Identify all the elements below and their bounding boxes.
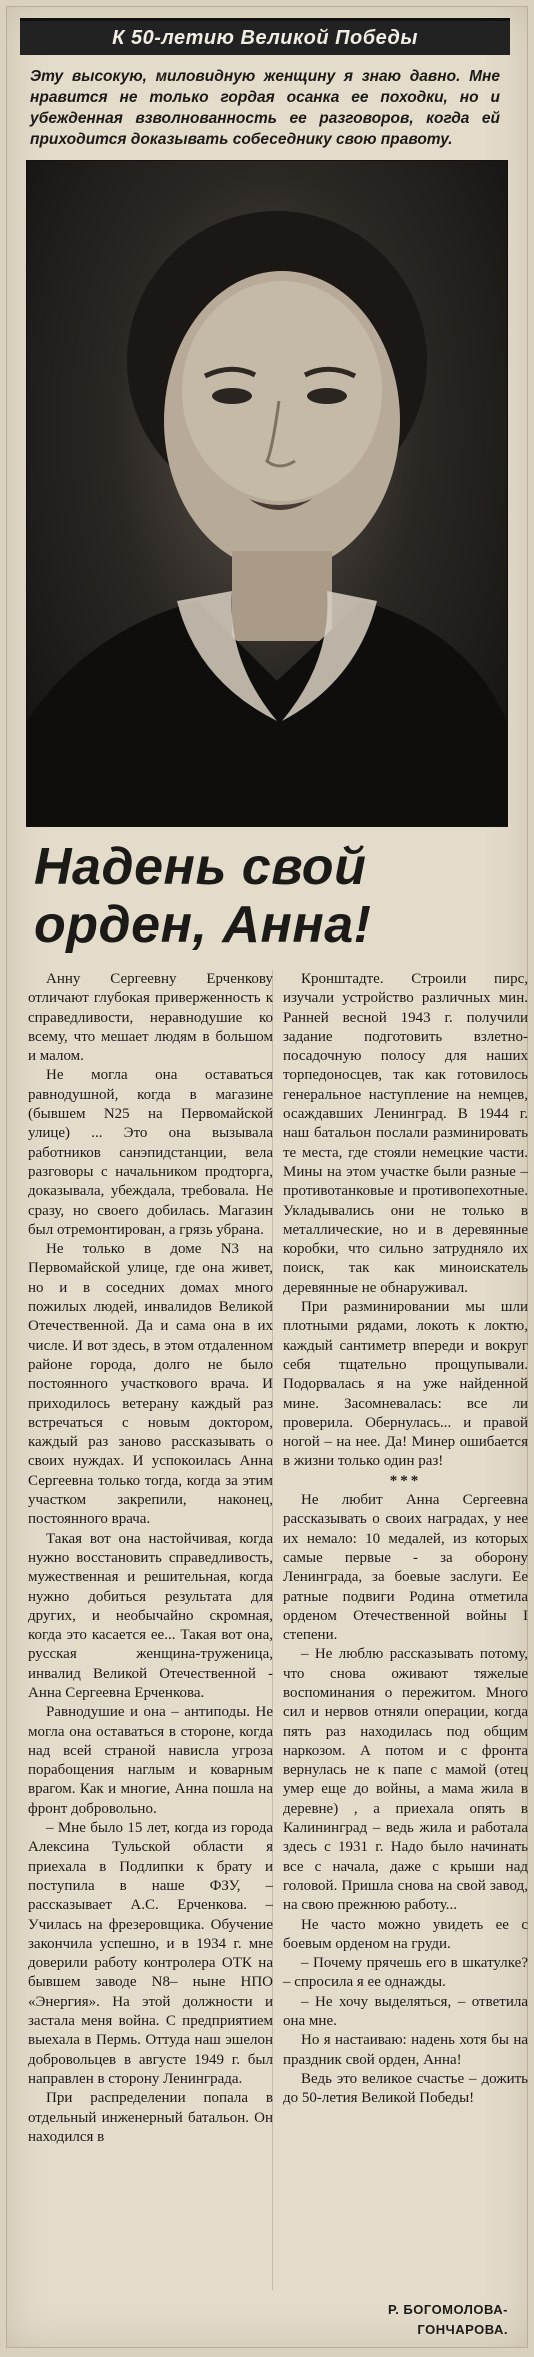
portrait-photo: [26, 160, 508, 827]
paragraph: При разминировании мы шли плотными рядами, локоть к локтю, каждый сантиметр впереди и вокруг себя тщательно прощупывали. Подорвалась я на уже найденной мине. Засомневалась: все ли проверила. Обернулась... и правой ногой – на нее. Да! Минер ошибается в жизни только один раз!: [283, 1299, 528, 1470]
author-name-line-1: Р. БОГОМОЛОВА-: [387, 2302, 508, 2317]
paragraph: При распределении попала в отдельный инженерный батальон. Он находился в: [28, 2090, 273, 2145]
headline-line-2: орден, Анна!: [34, 896, 372, 954]
rubric-banner: [20, 18, 510, 55]
section-separator: ***: [389, 1472, 422, 1489]
headline-line-1: Надень свой: [34, 838, 367, 896]
paragraph: Кронштадте. Строили пирс, изучали устройство различных мин. Ранней весной 1943 г. получили задание подготовить взлетно-посадочную полосу для наших торпедоносцев, так как готовилось генеральное наступление на немцев, осаждавших Ленинград. В 1944 г. наш батальон послали разминировать те места, где стояли немецкие части. Мины на этом участке были разные – противотанковые и противопехотные. Укладывались они не только в металлические, но и в деревянные коробки, что сильно затрудняло их поиск, так как миноискатель деревянные не обнаруживал.: [283, 971, 528, 1296]
rubric-text: К 50-летию Великой Победы: [112, 26, 418, 49]
paragraph: – Почему прячешь его в шкатулке? – спросила я ее однажды.: [283, 1955, 528, 1991]
article-column-left: [28, 970, 273, 2147]
author-name-line-2: ГОНЧАРОВА.: [417, 2322, 508, 2337]
portrait-image: [27, 161, 507, 826]
paragraph: Не часто можно увидеть ее с боевым орденом на груди.: [283, 1916, 528, 1952]
paragraph: – Не хочу выделяться, – ответила она мне.: [283, 1993, 528, 2030]
paragraph: Не любит Анна Сергеевна рассказывать о своих наградах, у нее их немало: 10 медалей, из которых самые первые - за оборону Ленинграда, за боевые заслуги. Ее ратные подвиги Родина отметила орденом Отечественной войны I степени.: [283, 1492, 528, 1644]
paragraph: Равнодушие и она – антиподы. Не могла она оставаться в стороне, когда над всей страной нависла угроза порабощения наглым и коварным врагом. Как и многие, Анна пошла на фронт добровольно.: [28, 1704, 273, 1817]
author-signature: [283, 2300, 508, 2340]
paragraph: – Не люблю рассказывать потому, что снова оживают тяжелые воспоминания о пережитом. Много сил и нервов отняли операции, когда пять раз находилась под общим наркозом. А потом и с фронта вернулась не к папе с мамой (отец умер еще до войны, а мама жила в деревне) , а приехала опять в Калининград – ведь жила и работала здесь с 1931 г. Надо было начинать все с начала, даже с крыши над головой. Пришла снова на свой завод, на свою прежнюю работу...: [283, 1646, 528, 1914]
paragraph: Такая вот она настойчивая, когда нужно восстановить справедливость, мужественная и решительная, когда нужно добиться результата для других, и необычайно скромная, когда это касается ее... Такая вот она, русская женщина-труженица, инвалид Великой Отечественной - Анна Сергеевна Ерченкова.: [28, 1530, 273, 1701]
paragraph: – Мне было 15 лет, когда из города Алексина Тульской области я приехала в Подлипки к брату и поступила в наше ФЗУ, – рассказывает А.С. Ерченкова. – Училась на фрезеровщика. Обучение закончила успешно, и в 1934 г. мне доверили работу контролера ОТК на бывшем заводе N8– ныне НПО «Энергия». На этой должности и застала меня война. С предприятием выехала в Пермь. Оттуда наш эшелон добровольцев в августе 1949 г. был направлен в сторону Ленинграда.: [28, 1820, 273, 2087]
paragraph: Анну Сергеевну Ерченкову отличают глубокая приверженность к справедливости, неравнодушие ко всему, что мешает людям в большом и малом.: [28, 971, 273, 1065]
paragraph: Ведь это великое счастье – дожить до 50-летия Великой Победы!: [283, 2070, 528, 2107]
article-lead: Эту высокую, миловидную женщину я знаю давно. Мне нравится не только гордая осанка ее походки, но и убежденная взволнованность ее разговоров, когда ей приходится доказывать собеседнику свою правоту.: [30, 68, 500, 148]
article-column-right: [283, 970, 528, 2109]
paragraph: Но я настаиваю: надень хотя бы на праздник свой орден, Анна!: [283, 2032, 528, 2068]
paragraph: Не только в доме N3 на Первомайской улице, где она живет, но и в соседних домах много пожилых людей, инвалидов Великой Отечественной. Да и сама она в их числе. И вот здесь, в этом отдаленном районе города, долго не было постоянного участкового врача. И приходилось ветерану каждый раз встречаться с новым доктором, каждый раз заново рассказывать о своих нуждах. И успокоилась Анна Сергеевна только тогда, когда за этим участком закрепили, наконец, постоянного врача.: [28, 1241, 273, 1528]
paragraph: Не могла она оставаться равнодушной, когда в магазине (бывшем N25 на Первомайской улице) ... Это она вызывала работников санэпидстанции, вела разговоры с начальником продторга, доказывала, убеждала, требовала. Не сразу, но своего добилась. Магазин был отремонтирован, а грязь убрана.: [28, 1067, 273, 1238]
article-headline: [34, 838, 504, 954]
